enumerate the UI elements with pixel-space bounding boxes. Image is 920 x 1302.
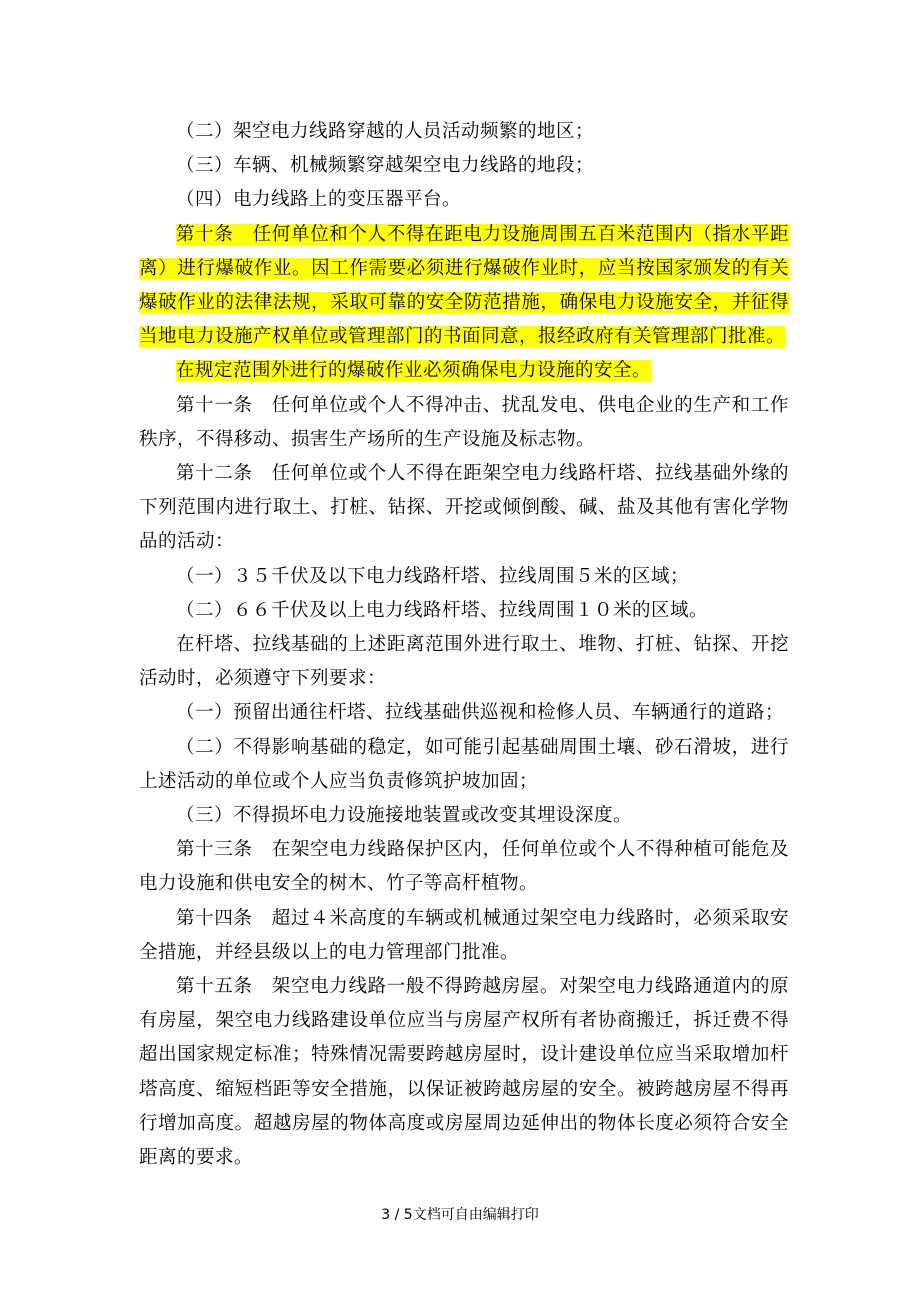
paragraph-2-clause: （二）架空电力线路穿越的人员活动频繁的地区； bbox=[176, 121, 595, 142]
highlighted-text: 第十条 任何单位和个人不得在距电力设施周围五百米范围内（指水平距离）进行爆破作业。因工作需要必须进行爆破作业时，应当按国家颁发的有关爆破作业的法律法规，采取可靠的安全防范措施，确保电力设施安全，并征得当地电力设施产权单位或管理部门的书面同意，报经政府有关管理部门批准。 bbox=[139, 223, 789, 348]
article-12-item-1: （一）３５千伏及以下电力线路杆塔、拉线周围５米的区域； bbox=[176, 565, 690, 587]
article-15-paragraph: 第十五条 架空电力线路一般不得跨越房屋。对架空电力线路通道内的原有房屋，架空电力线路建设单位应当与房屋产权所有者协商搬迁，拆迁费不得超出国家规定标准；特殊情况需要跨越房屋时，设计建设单位应当采取增加杆塔高度、缩短档距等安全措施，以保证被跨越房屋的安全。被跨越房屋不得再行增加高度。超越房屋的物体高度或房屋周边延伸出的物体长度必须符合安全距离的要求。 bbox=[139, 976, 789, 1169]
article-12-requirements: 在杆塔、拉线基础的上述距离范围外进行取土、堆物、打桩、钻探、开挖活动时，必须遵守下列要求： bbox=[139, 634, 789, 690]
article-10-supplement bbox=[139, 354, 789, 388]
requirement-item-1: （一）预留出通往杆塔、拉线基础供巡视和检修人员、车辆通行的道路； bbox=[176, 702, 785, 724]
paragraph-4-clause: （四）电力线路上的变压器平台。 bbox=[176, 189, 462, 211]
article-10-paragraph bbox=[139, 218, 789, 355]
article-14-paragraph: 第十四条 超过４米高度的车辆或机械通过架空电力线路时，必须采取安全措施，并经县级以上的电力管理部门批准。 bbox=[139, 907, 789, 963]
article-12-item-2: （二）６６千伏及以上电力线路杆塔、拉线周围１０米的区域。 bbox=[176, 599, 709, 621]
paragraph-3-clause: （三）车辆、机械频繁穿越架空电力线路的地段； bbox=[176, 155, 595, 177]
requirement-item-3: （三）不得损坏电力设施接地装置或改变其埋设深度。 bbox=[176, 805, 633, 827]
article-13-paragraph: 第十三条 在架空电力线路保护区内，任何单位或个人不得种植可能危及电力设施和供电安全的树木、竹子等高杆植物。 bbox=[139, 839, 789, 895]
document-body bbox=[139, 115, 789, 1175]
highlighted-text: 在规定范围外进行的爆破作业必须确保电力设施的安全。 bbox=[176, 360, 652, 382]
page-footer: 3 / 5文档可自由编辑打印 bbox=[381, 1207, 539, 1223]
article-12-paragraph: 第十二条 任何单位或个人不得在距架空电力线路杆塔、拉线基础外缘的下列范围内进行取土、打桩、钻探、开挖或倾倒酸、碱、盐及其他有害化学物品的活动： bbox=[139, 463, 789, 553]
article-11-paragraph: 第十一条 任何单位或个人不得冲击、扰乱发电、供电企业的生产和工作秩序，不得移动、损害生产场所的生产设施及标志物。 bbox=[139, 394, 789, 450]
requirement-item-2: （二）不得影响基础的稳定，如可能引起基础周围土壤、砂石滑坡，进行上述活动的单位或个人应当负责修筑护坡加固； bbox=[139, 736, 789, 792]
